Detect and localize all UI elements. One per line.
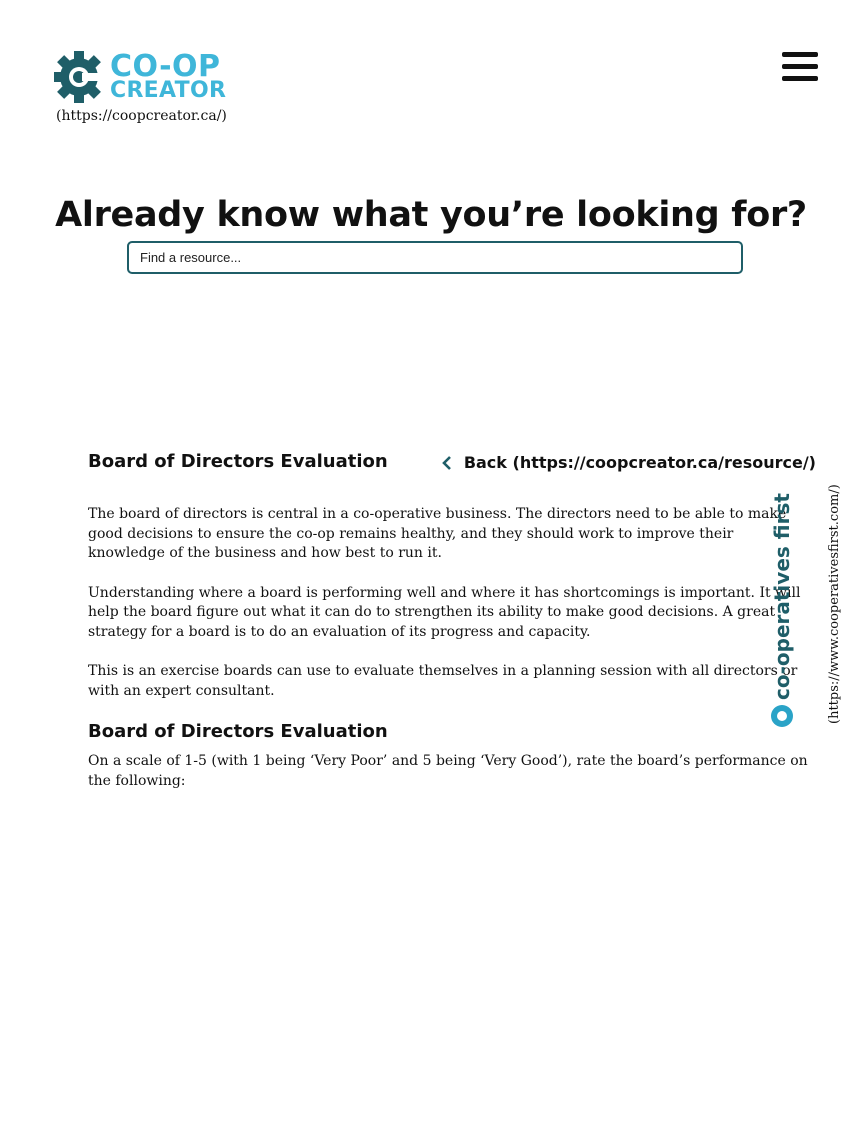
article-paragraph: Understanding where a board is performing well and where it has shortcomings is important. It will help the board figure out what it can do to strengthen its ability to make good decisions. A great strategy for a board is to do an evaluation of its progress and capacity. bbox=[88, 584, 801, 640]
side-rail-brand: co-operatives first bbox=[770, 493, 794, 700]
side-rail-url-svg bbox=[822, 484, 844, 729]
logo-line2: CREATOR bbox=[110, 77, 227, 103]
gear-logo-icon bbox=[54, 46, 104, 108]
article-title: Board of Directors Evaluation bbox=[88, 451, 388, 472]
article-paragraph: This is an exercise boards can use to evaluate themselves in a planning session with all directors or with an expert consultant. bbox=[88, 663, 798, 699]
back-link[interactable] bbox=[442, 453, 816, 472]
chevron-left-icon bbox=[442, 456, 452, 470]
side-rail-url: (https://www.cooperativesfirst.com/) bbox=[827, 484, 842, 724]
logo-line1: CO-OP bbox=[110, 49, 221, 85]
logo-url[interactable]: (https://coopcreator.ca/) bbox=[56, 108, 227, 124]
coop-creator-logo[interactable] bbox=[54, 46, 226, 108]
search-input[interactable] bbox=[127, 241, 743, 274]
cooperatives-first-badge[interactable] bbox=[752, 484, 842, 734]
cooperatives-first-logo bbox=[758, 484, 798, 729]
article bbox=[88, 451, 816, 811]
article-header bbox=[88, 451, 816, 477]
back-link-label: Back (https://coopcreator.ca/resource/) bbox=[463, 453, 816, 472]
section-text: On a scale of 1-5 (with 1 being ‘Very Poor’ and 5 being ‘Very Good’), rate the board’s performance on the following: bbox=[88, 753, 808, 789]
hero-title: Already know what you’re looking for? bbox=[55, 195, 807, 236]
logo-wordmark bbox=[110, 49, 227, 103]
hamburger-menu-icon[interactable] bbox=[782, 52, 818, 86]
section-title: Board of Directors Evaluation bbox=[88, 721, 388, 742]
article-paragraph: The board of directors is central in a co-operative business. The directors need to be able to make good decisions to ensure the co-op remains healthy, and they should work to improve their knowledge of the business and how best to run it. bbox=[88, 506, 787, 561]
